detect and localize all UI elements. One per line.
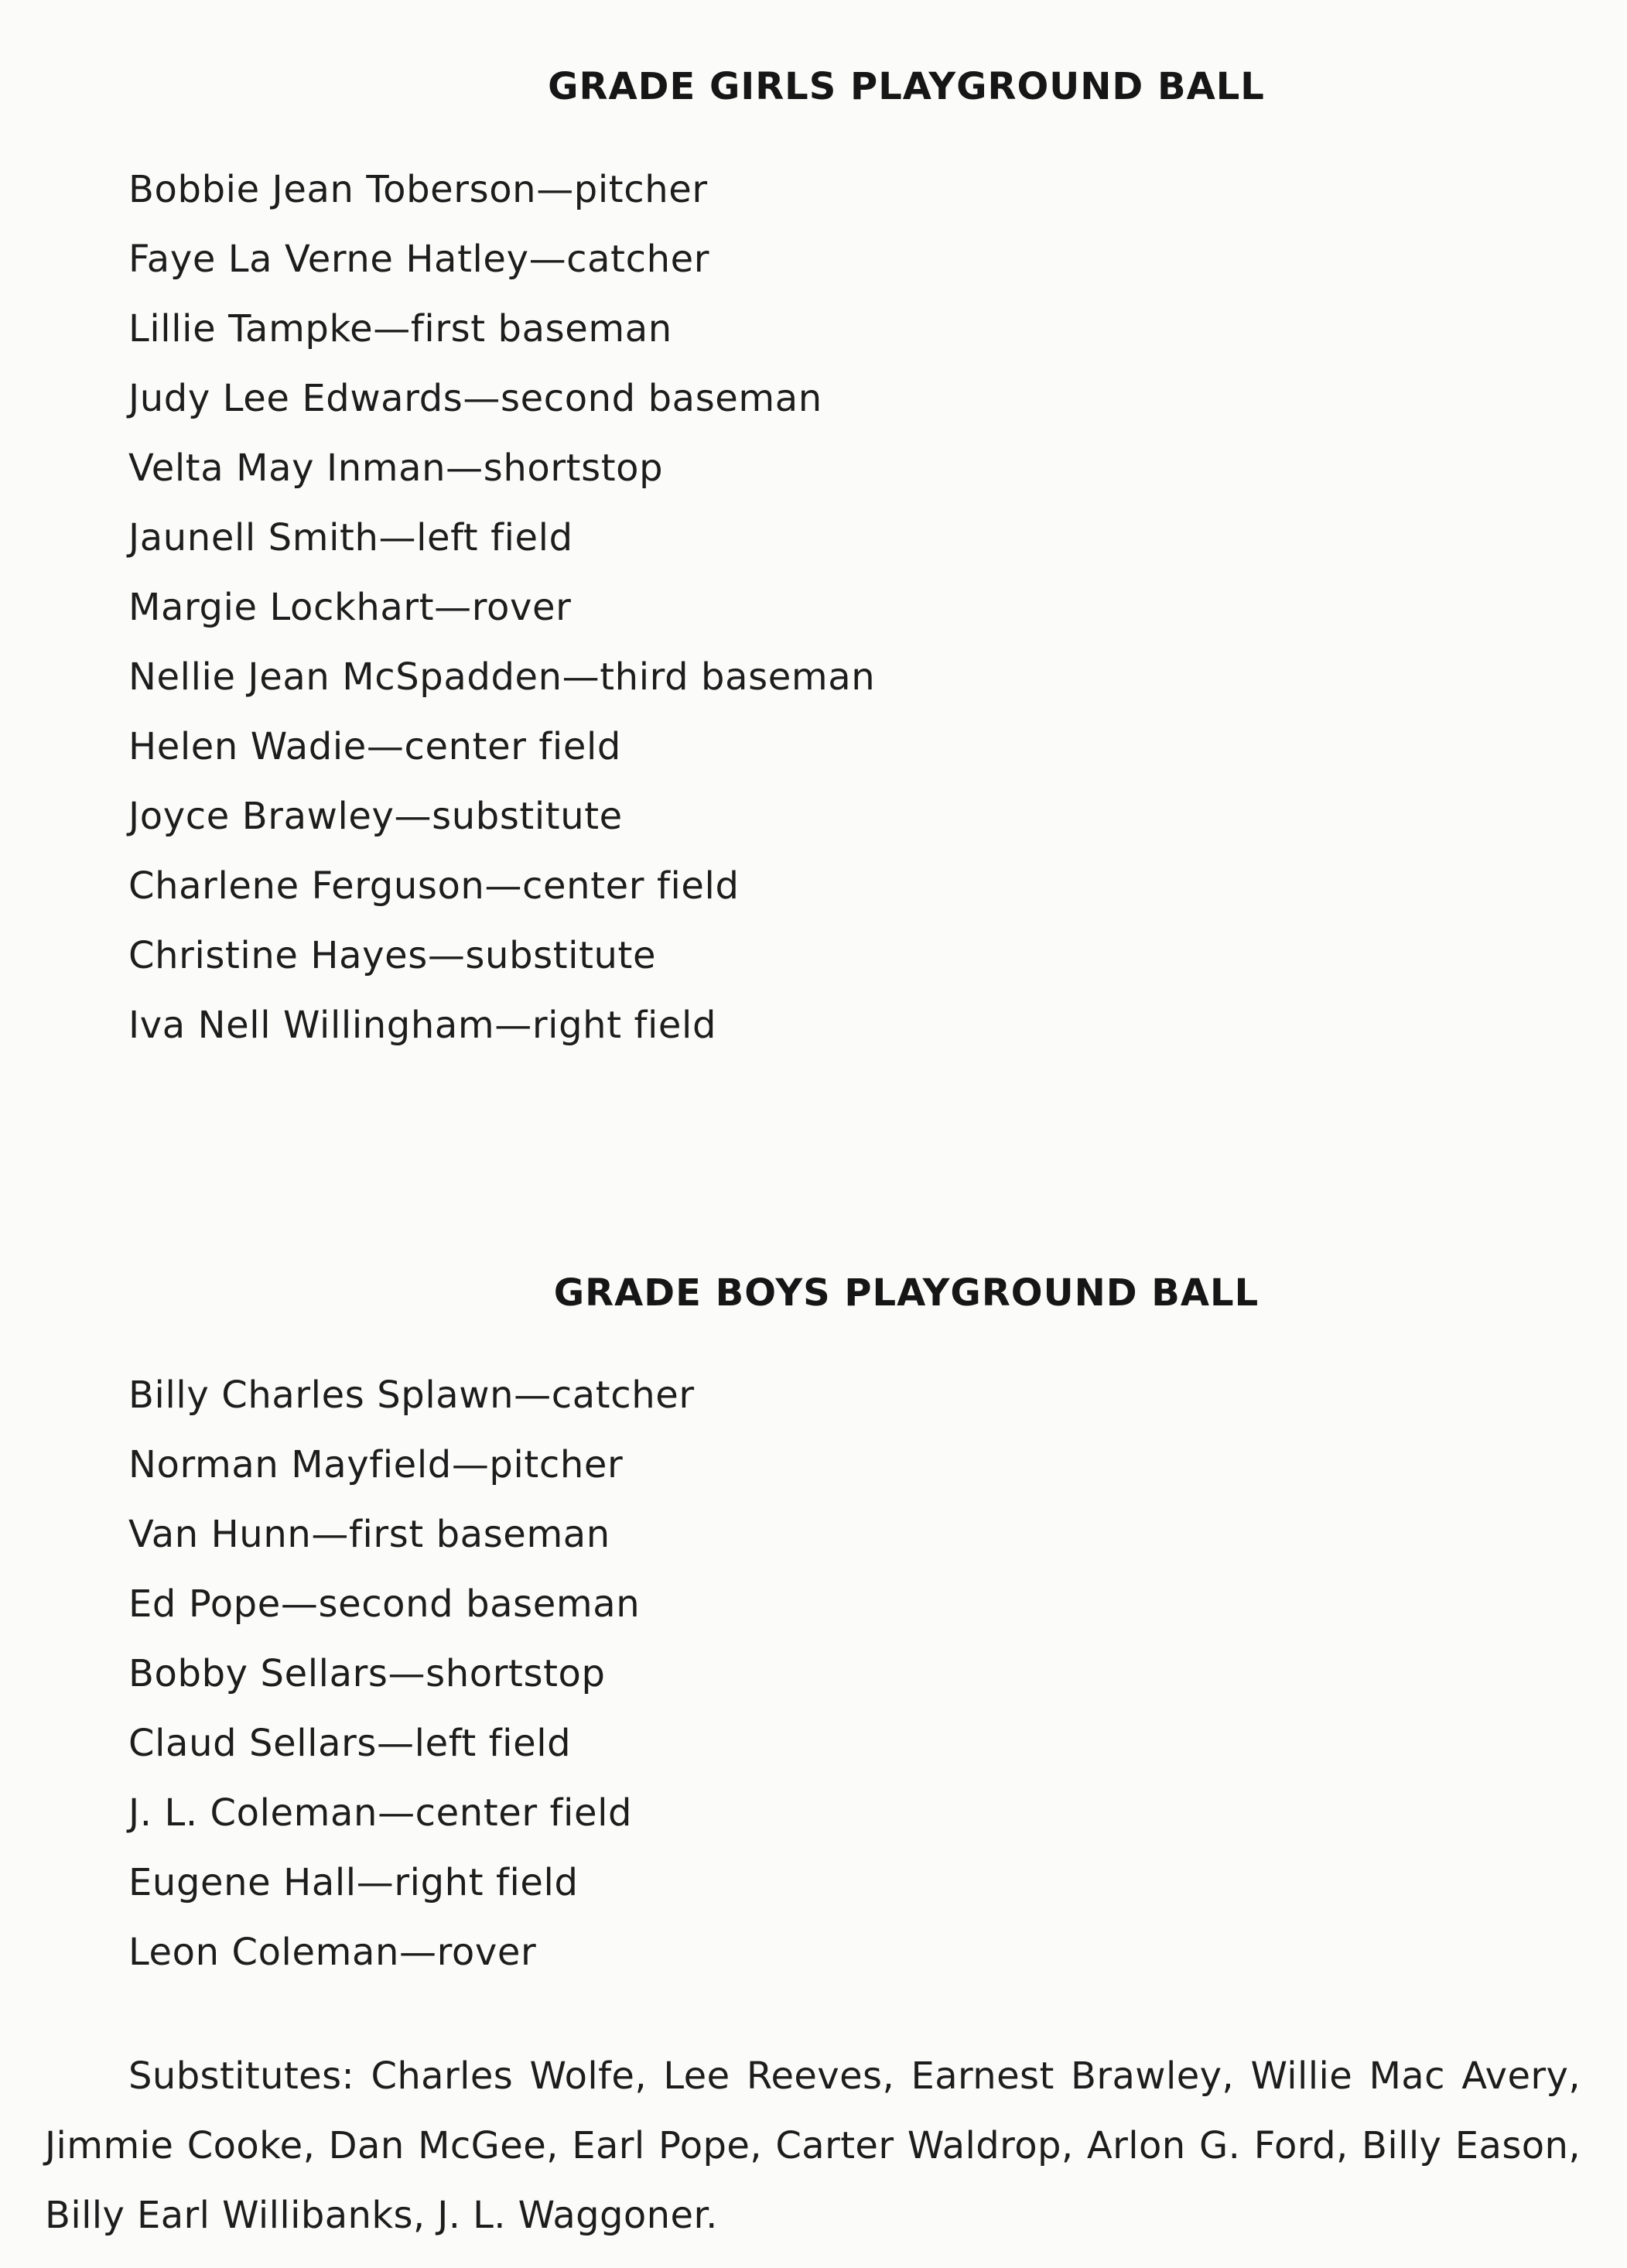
- roster-entry: Iva Nell Willingham—right field: [128, 1004, 717, 1047]
- roster-entry: Bobbie Jean Toberson—pitcher: [128, 168, 708, 211]
- girls-roster-list: [128, 155, 875, 1060]
- roster-entry: Billy Charles Splawn—catcher: [128, 1373, 695, 1417]
- roster-entry: Leon Coleman—rover: [128, 1931, 537, 1974]
- roster-entry: Joyce Brawley—substitute: [128, 795, 623, 838]
- roster-entry: Charlene Ferguson—center field: [128, 864, 740, 908]
- boys-roster-list: [128, 1360, 695, 1987]
- roster-entry: Jaunell Smith—left field: [128, 516, 573, 559]
- boys-section-title: GRADE BOYS PLAYGROUND BALL: [553, 1271, 1260, 1315]
- roster-entry: Ed Pope—second baseman: [128, 1582, 641, 1626]
- roster-entry: Judy Lee Edwards—second baseman: [128, 377, 822, 420]
- substitutes-paragraph: Substitutes: Charles Wolfe, Lee Reeves, Earnest Brawley, Willie Mac Avery, Jimmie Cooke, Dan McGee, Earl Pope, Carter Waldrop, Arlon G. Ford, Billy Eason, Billy Earl Willibanks, J. L. Waggoner.: [45, 2054, 1581, 2237]
- roster-entry: Christine Hayes—substitute: [128, 934, 657, 977]
- roster-entry: Bobby Sellars—shortstop: [128, 1652, 606, 1695]
- roster-entry: Claud Sellars—left field: [128, 1722, 572, 1765]
- roster-entry: J. L. Coleman—center field: [128, 1791, 633, 1835]
- girls-section-title: GRADE GIRLS PLAYGROUND BALL: [548, 65, 1265, 108]
- roster-entry: Norman Mayfield—pitcher: [128, 1443, 624, 1486]
- roster-entry: Velta May Inman—shortstop: [128, 446, 664, 490]
- roster-entry: Margie Lockhart—rover: [128, 586, 572, 629]
- roster-entry: Van Hunn—first baseman: [128, 1513, 610, 1556]
- roster-entry: Lillie Tampke—first baseman: [128, 307, 672, 351]
- roster-entry: Eugene Hall—right field: [128, 1861, 579, 1904]
- roster-entry: Helen Wadie—center field: [128, 725, 621, 768]
- roster-entry: Faye La Verne Hatley—catcher: [128, 238, 710, 281]
- roster-entry: Nellie Jean McSpadden—third baseman: [128, 655, 876, 699]
